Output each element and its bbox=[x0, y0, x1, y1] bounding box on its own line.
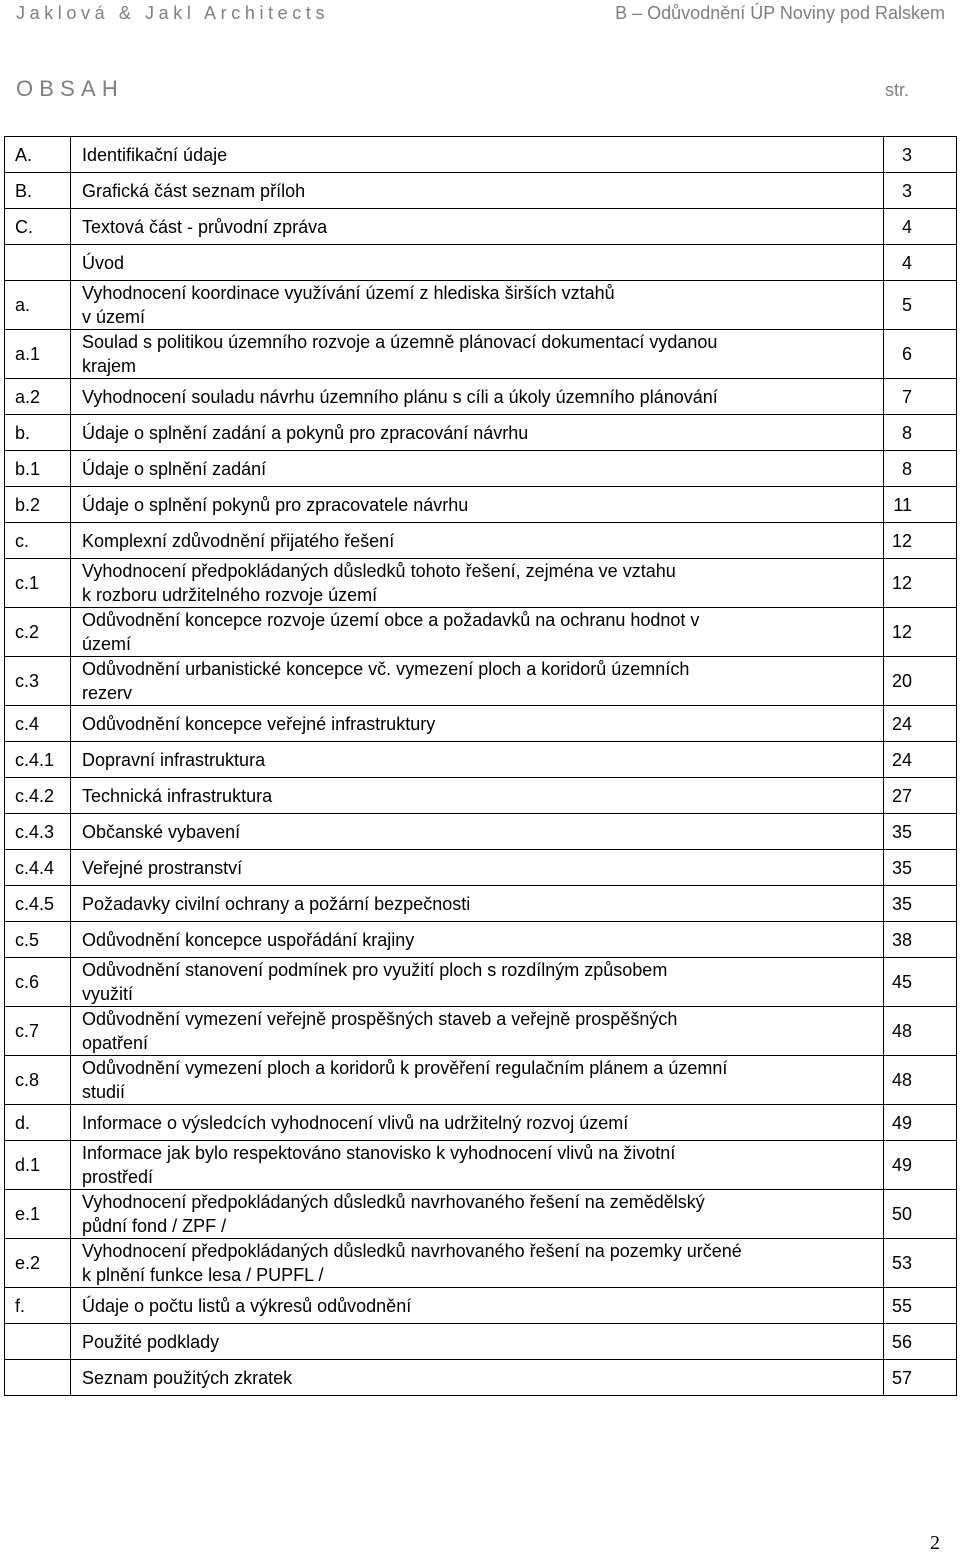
page-number: 2 bbox=[930, 1532, 940, 1554]
toc-code: c.2 bbox=[5, 608, 71, 657]
toc-row bbox=[5, 330, 957, 379]
toc-page: 56 bbox=[884, 1324, 957, 1360]
toc-row bbox=[5, 1239, 957, 1288]
toc-title: Komplexní zdůvodnění přijatého řešení bbox=[82, 530, 395, 551]
toc-row bbox=[5, 451, 957, 487]
toc-row bbox=[5, 608, 957, 657]
toc-code bbox=[5, 1324, 71, 1360]
toc-code: f. bbox=[5, 1288, 71, 1324]
toc-title-cell bbox=[71, 706, 884, 742]
toc-title: Požadavky civilní ochrany a požární bezpečnosti bbox=[82, 893, 471, 914]
toc-title-cell bbox=[71, 608, 884, 657]
toc-page: 12 bbox=[884, 523, 957, 559]
toc-row bbox=[5, 245, 957, 281]
toc-page: 12 bbox=[884, 608, 957, 657]
toc-title: Informace jak bylo respektováno stanovisko k vyhodnocení vlivů na životní prostředí bbox=[82, 1143, 676, 1187]
toc-title-cell bbox=[71, 958, 884, 1007]
toc-code bbox=[5, 1360, 71, 1396]
toc-title-cell bbox=[71, 1360, 884, 1396]
toc-page: 53 bbox=[884, 1239, 957, 1288]
firm-name: Jaklová & Jakl Architects bbox=[16, 3, 330, 23]
toc-page: 4 bbox=[884, 245, 957, 281]
toc-page: 50 bbox=[884, 1190, 957, 1239]
toc-code bbox=[5, 245, 71, 281]
toc-page: 3 bbox=[884, 137, 957, 173]
toc-title: Veřejné prostranství bbox=[82, 857, 243, 878]
toc-title: Úvod bbox=[82, 252, 125, 273]
toc-code: c.7 bbox=[5, 1007, 71, 1056]
toc-title-cell bbox=[71, 1190, 884, 1239]
toc-title: Vyhodnocení koordinace využívání území z hlediska širších vztahů v území bbox=[82, 283, 615, 327]
toc-code: e.2 bbox=[5, 1239, 71, 1288]
toc-title-cell bbox=[71, 523, 884, 559]
toc-page: 24 bbox=[884, 742, 957, 778]
toc-title: Vyhodnocení předpokládaných důsledků navrhovaného řešení na zemědělský půdní fond / ZPF / bbox=[82, 1192, 705, 1236]
toc-title-cell bbox=[71, 814, 884, 850]
toc-code: b.1 bbox=[5, 451, 71, 487]
toc-row bbox=[5, 706, 957, 742]
toc-title-cell bbox=[71, 451, 884, 487]
toc-title: Údaje o splnění zadání bbox=[82, 458, 267, 479]
toc-title: Grafická část seznam příloh bbox=[82, 180, 306, 201]
toc-title: Odůvodnění vymezení veřejně prospěšných staveb a veřejně prospěšných opatření bbox=[82, 1009, 678, 1053]
toc-code: c. bbox=[5, 523, 71, 559]
toc-title: Odůvodnění koncepce rozvoje území obce a požadavků na ochranu hodnot v území bbox=[82, 610, 700, 654]
toc-title-cell bbox=[71, 1239, 884, 1288]
toc-page: 38 bbox=[884, 922, 957, 958]
toc-page: 6 bbox=[884, 330, 957, 379]
toc-code: c.4.4 bbox=[5, 850, 71, 886]
toc-title-cell bbox=[71, 245, 884, 281]
toc-row bbox=[5, 415, 957, 451]
toc-title-cell bbox=[71, 209, 884, 245]
toc-row bbox=[5, 1007, 957, 1056]
toc-title-cell bbox=[71, 1141, 884, 1190]
toc-row bbox=[5, 137, 957, 173]
toc-title-cell bbox=[71, 850, 884, 886]
toc-title: Dopravní infrastruktura bbox=[82, 749, 266, 770]
toc-title-cell bbox=[71, 778, 884, 814]
toc-row bbox=[5, 281, 957, 330]
toc-row bbox=[5, 1288, 957, 1324]
toc-row bbox=[5, 742, 957, 778]
toc-page: 11 bbox=[884, 487, 957, 523]
toc-page: 12 bbox=[884, 559, 957, 608]
toc-title: Identifikační údaje bbox=[82, 144, 228, 165]
toc-row bbox=[5, 958, 957, 1007]
toc-title-cell bbox=[71, 1324, 884, 1360]
toc-code: c.4 bbox=[5, 706, 71, 742]
toc-code: b. bbox=[5, 415, 71, 451]
toc-page: 35 bbox=[884, 814, 957, 850]
toc-code: c.4.5 bbox=[5, 886, 71, 922]
toc-page: 24 bbox=[884, 706, 957, 742]
toc-body bbox=[5, 137, 957, 1396]
toc-page: 49 bbox=[884, 1105, 957, 1141]
toc-title: Informace o výsledcích vyhodnocení vlivů na udržitelný rozvoj území bbox=[82, 1112, 629, 1133]
toc-page: 45 bbox=[884, 958, 957, 1007]
toc-code: c.3 bbox=[5, 657, 71, 706]
toc-title-cell bbox=[71, 173, 884, 209]
toc-code: a. bbox=[5, 281, 71, 330]
toc-code: c.5 bbox=[5, 922, 71, 958]
page-header bbox=[0, 0, 960, 30]
toc-title: Odůvodnění stanovení podmínek pro využití ploch s rozdílným způsobem využití bbox=[82, 960, 668, 1004]
toc-page: 48 bbox=[884, 1056, 957, 1105]
toc-page: 20 bbox=[884, 657, 957, 706]
toc-code: a.2 bbox=[5, 379, 71, 415]
document-title: B – Odůvodnění ÚP Noviny pod Ralskem bbox=[615, 3, 945, 23]
toc-row bbox=[5, 814, 957, 850]
toc-row bbox=[5, 1190, 957, 1239]
toc-title-cell bbox=[71, 379, 884, 415]
toc-title-cell bbox=[71, 1288, 884, 1324]
toc-code: b.2 bbox=[5, 487, 71, 523]
toc-row bbox=[5, 850, 957, 886]
toc-row bbox=[5, 778, 957, 814]
toc-title: Občanské vybavení bbox=[82, 821, 241, 842]
toc-title: Odůvodnění koncepce veřejné infrastruktury bbox=[82, 713, 436, 734]
toc-page: 49 bbox=[884, 1141, 957, 1190]
toc-page: 8 bbox=[884, 451, 957, 487]
toc-title-cell bbox=[71, 886, 884, 922]
toc-row bbox=[5, 209, 957, 245]
toc-title-cell bbox=[71, 487, 884, 523]
toc-title-cell bbox=[71, 137, 884, 173]
table-of-contents bbox=[4, 136, 957, 1396]
toc-row bbox=[5, 559, 957, 608]
toc-title-cell bbox=[71, 281, 884, 330]
toc-code: e.1 bbox=[5, 1190, 71, 1239]
toc-code: d.1 bbox=[5, 1141, 71, 1190]
toc-title-cell bbox=[71, 415, 884, 451]
toc-row bbox=[5, 523, 957, 559]
toc-page: 4 bbox=[884, 209, 957, 245]
toc-code: A. bbox=[5, 137, 71, 173]
toc-title: Odůvodnění vymezení ploch a koridorů k prověření regulačním plánem a územní studií bbox=[82, 1058, 728, 1102]
toc-page: 48 bbox=[884, 1007, 957, 1056]
toc-title-cell bbox=[71, 1007, 884, 1056]
toc-page: 3 bbox=[884, 173, 957, 209]
toc-title: Údaje o počtu listů a výkresů odůvodnění bbox=[82, 1295, 412, 1316]
toc-title: Textová část - průvodní zpráva bbox=[82, 216, 328, 237]
toc-title: Vyhodnocení předpokládaných důsledků tohoto řešení, zejména ve vztahu k rozboru udržitelného rozvoje území bbox=[82, 561, 676, 605]
toc-title: Použité podklady bbox=[82, 1331, 220, 1352]
toc-title: Vyhodnocení předpokládaných důsledků navrhovaného řešení na pozemky určené k plnění funkce lesa / PUPFL / bbox=[82, 1241, 742, 1285]
toc-code: c.4.3 bbox=[5, 814, 71, 850]
toc-title-cell bbox=[71, 1056, 884, 1105]
contents-heading: OBSAH bbox=[16, 76, 125, 101]
toc-row bbox=[5, 1056, 957, 1105]
toc-code: c.4.1 bbox=[5, 742, 71, 778]
toc-title: Odůvodnění urbanistické koncepce vč. vymezení ploch a koridorů územních rezerv bbox=[82, 659, 690, 703]
toc-title: Seznam použitých zkratek bbox=[82, 1367, 293, 1388]
toc-title: Technická infrastruktura bbox=[82, 785, 273, 806]
toc-row bbox=[5, 173, 957, 209]
toc-title-cell bbox=[71, 559, 884, 608]
toc-title: Údaje o splnění zadání a pokynů pro zpracování návrhu bbox=[82, 422, 529, 443]
page-column-label: str. bbox=[885, 80, 910, 100]
toc-page: 7 bbox=[884, 379, 957, 415]
toc-code: C. bbox=[5, 209, 71, 245]
toc-title-cell bbox=[71, 922, 884, 958]
toc-row bbox=[5, 922, 957, 958]
toc-page: 27 bbox=[884, 778, 957, 814]
toc-title-cell bbox=[71, 1105, 884, 1141]
toc-code: B. bbox=[5, 173, 71, 209]
toc-row bbox=[5, 1105, 957, 1141]
toc-title-cell bbox=[71, 742, 884, 778]
toc-code: c.1 bbox=[5, 559, 71, 608]
toc-title-cell bbox=[71, 657, 884, 706]
toc-page: 35 bbox=[884, 850, 957, 886]
toc-code: a.1 bbox=[5, 330, 71, 379]
toc-title: Soulad s politikou územního rozvoje a územně plánovací dokumentací vydanou krajem bbox=[82, 332, 718, 376]
toc-title: Vyhodnocení souladu návrhu územního plánu s cíli a úkoly územního plánování bbox=[82, 386, 718, 407]
toc-row bbox=[5, 657, 957, 706]
toc-code: d. bbox=[5, 1105, 71, 1141]
toc-code: c.4.2 bbox=[5, 778, 71, 814]
toc-title-cell bbox=[71, 330, 884, 379]
toc-row bbox=[5, 379, 957, 415]
toc-page: 5 bbox=[884, 281, 957, 330]
toc-row bbox=[5, 487, 957, 523]
toc-code: c.6 bbox=[5, 958, 71, 1007]
toc-page: 55 bbox=[884, 1288, 957, 1324]
toc-row bbox=[5, 1141, 957, 1190]
toc-page: 35 bbox=[884, 886, 957, 922]
toc-row bbox=[5, 886, 957, 922]
toc-page: 57 bbox=[884, 1360, 957, 1396]
toc-title: Údaje o splnění pokynů pro zpracovatele návrhu bbox=[82, 494, 469, 515]
toc-page: 8 bbox=[884, 415, 957, 451]
toc-row bbox=[5, 1324, 957, 1360]
toc-row bbox=[5, 1360, 957, 1396]
toc-title: Odůvodnění koncepce uspořádání krajiny bbox=[82, 929, 415, 950]
toc-code: c.8 bbox=[5, 1056, 71, 1105]
